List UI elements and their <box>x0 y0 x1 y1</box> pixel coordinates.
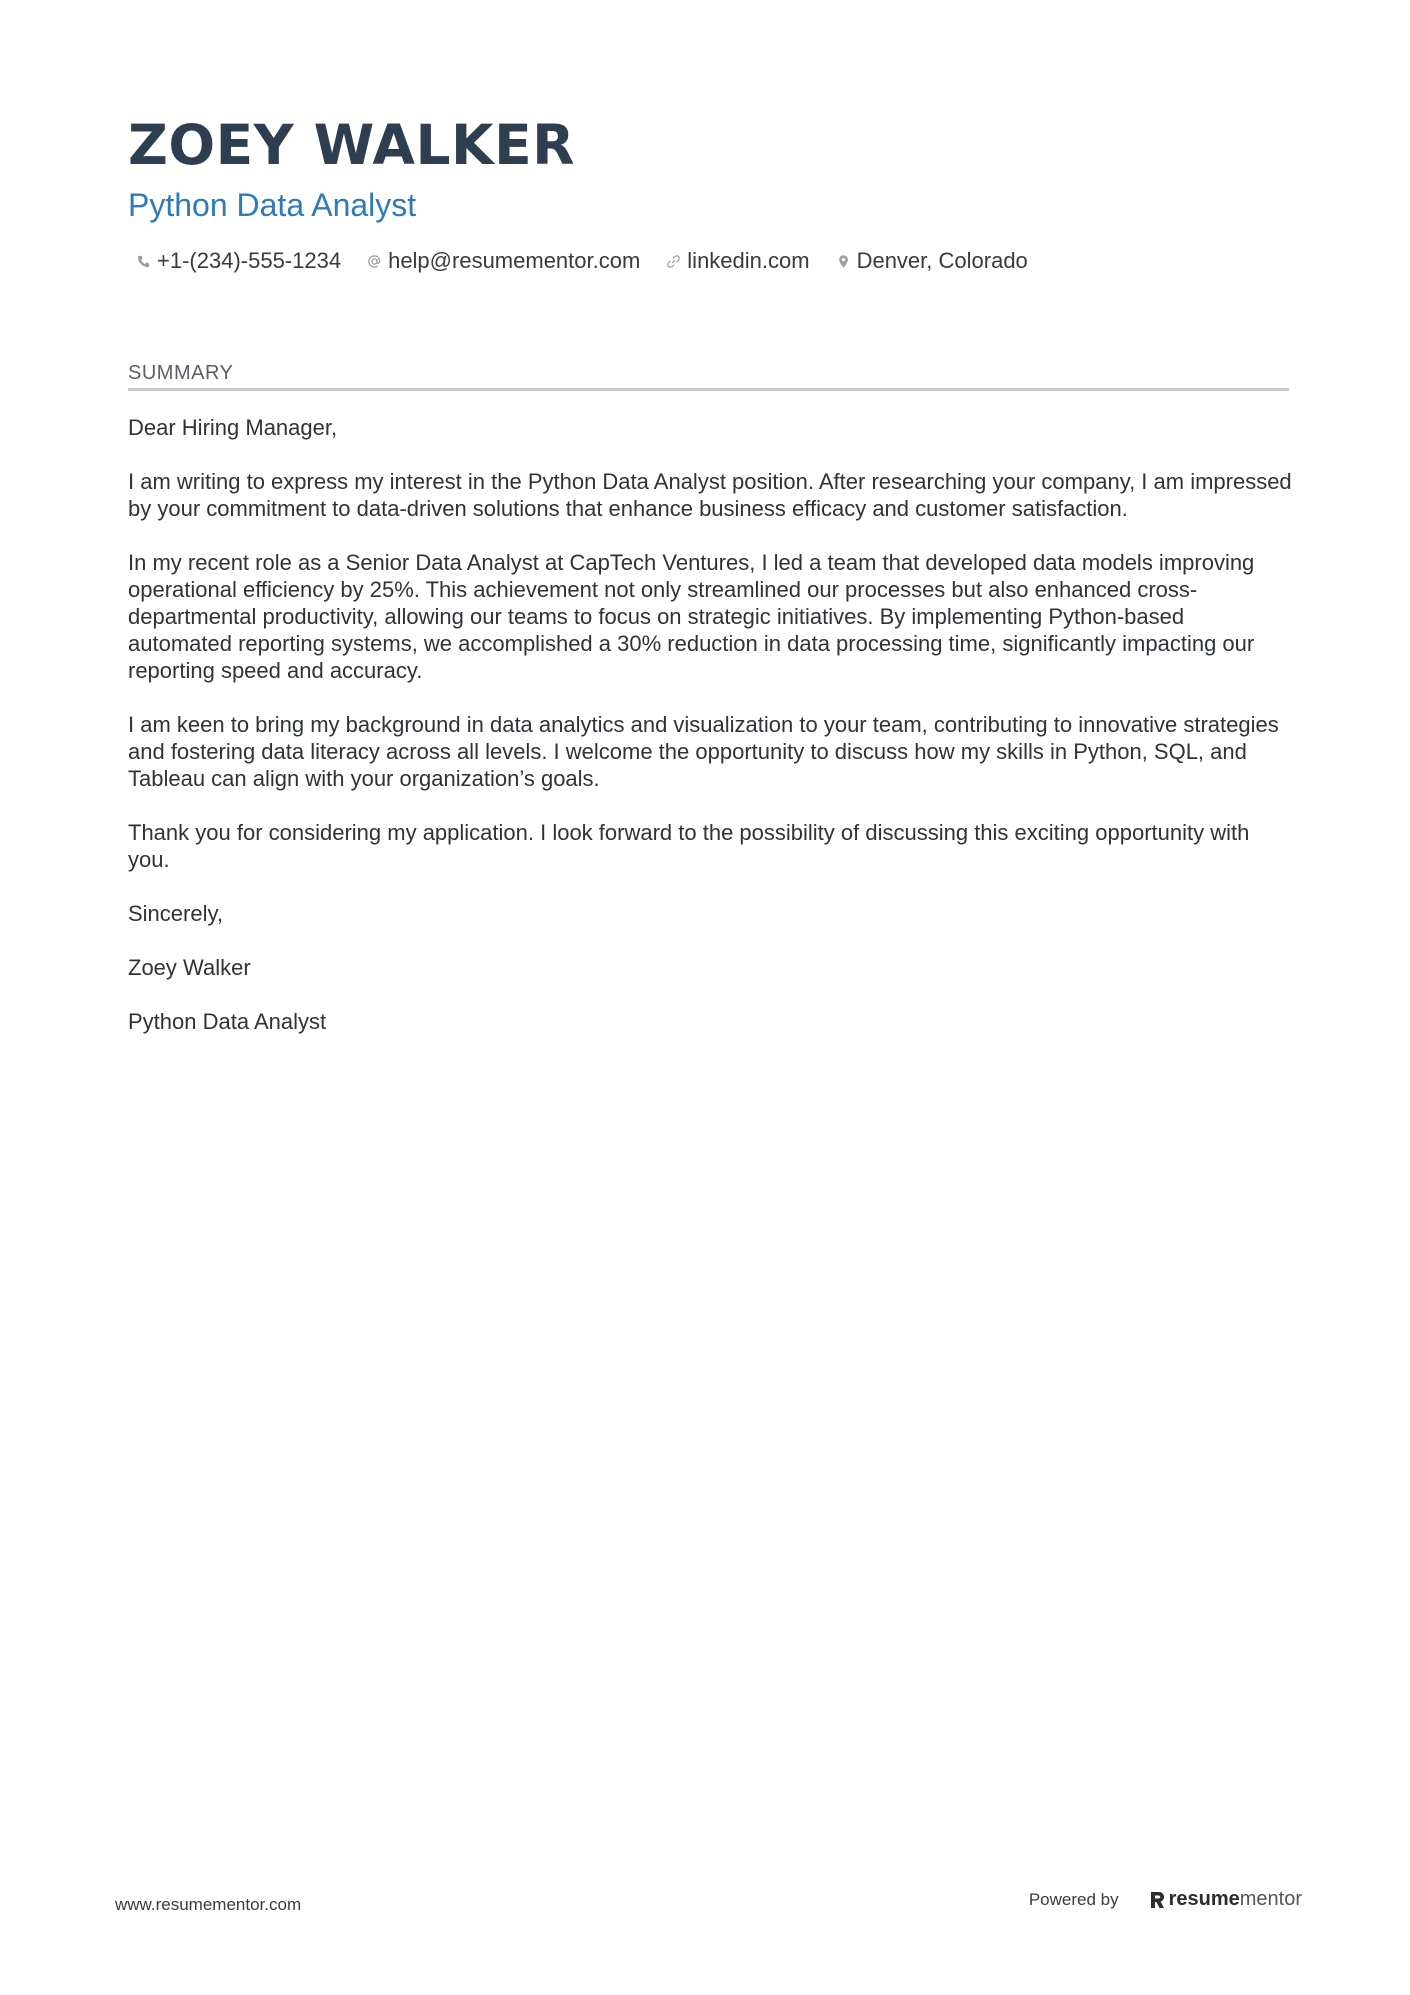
phone-icon <box>136 254 151 269</box>
contact-email[interactable] <box>367 246 640 276</box>
contact-email-text: help@resumementor.com <box>388 248 641 273</box>
letter-paragraph: I am keen to bring my background in data analytics and visualization to your team, contributing to innovative strategies and fostering data literacy across all levels. I welcome the opportunity to discuss how my skills in Python, SQL, and Tableau can align with your organization’s goals. <box>128 712 1279 791</box>
resumementor-logo[interactable] <box>1149 1888 1302 1911</box>
footer-website-link[interactable]: www.resumementor.com <box>115 1895 302 1914</box>
contact-bar <box>136 246 1054 276</box>
footer-branding <box>1029 1888 1302 1911</box>
salutation: Dear Hiring Manager, <box>128 415 338 440</box>
contact-linkedin-text: linkedin.com <box>687 248 810 273</box>
contact-location-text: Denver, Colorado <box>856 248 1028 273</box>
letter-paragraph: In my recent role as a Senior Data Analyst at CapTech Ventures, I led a team that developed data models improving operational efficiency by 25%. This achievement not only streamlined our processes but also enhanced cross-departmental productivity, allowing our teams to focus on strategic initiatives. By implementing Python-based automated reporting systems, we accomplished a 30% reduction in data processing time, significantly impacting our reporting speed and accuracy. <box>128 550 1255 683</box>
at-icon <box>367 254 382 269</box>
cover-letter-body <box>128 414 1293 1062</box>
summary-heading: SUMMARY <box>128 360 1289 391</box>
contact-phone-text: +1-(234)-555-1234 <box>157 248 342 273</box>
closing: Sincerely, <box>128 901 223 926</box>
letter-paragraph: I am writing to express my interest in the Python Data Analyst position. After researching your company, I am impressed by your commitment to data-driven solutions that enhance business efficacy and customer satisfaction. <box>128 469 1292 521</box>
link-icon <box>666 254 681 269</box>
contact-linkedin[interactable] <box>666 246 809 276</box>
brand-text-light: mentor <box>1239 1888 1302 1910</box>
powered-by-label: Powered by <box>1028 1889 1119 1909</box>
brand-text-bold: resume <box>1168 1888 1240 1910</box>
location-pin-icon <box>836 254 851 269</box>
contact-phone[interactable] <box>136 246 341 276</box>
letter-paragraph: Thank you for considering my application. I look forward to the possibility of discussing this exciting opportunity with you. <box>128 820 1250 872</box>
resumementor-logo-icon <box>1149 1890 1165 1910</box>
signature-title: Python Data Analyst <box>128 1009 327 1034</box>
job-title: Python Data Analyst <box>128 187 417 223</box>
signature-name: Zoey Walker <box>128 955 251 980</box>
contact-location <box>836 246 1028 276</box>
candidate-name: ZOEY WALKER <box>128 113 576 177</box>
